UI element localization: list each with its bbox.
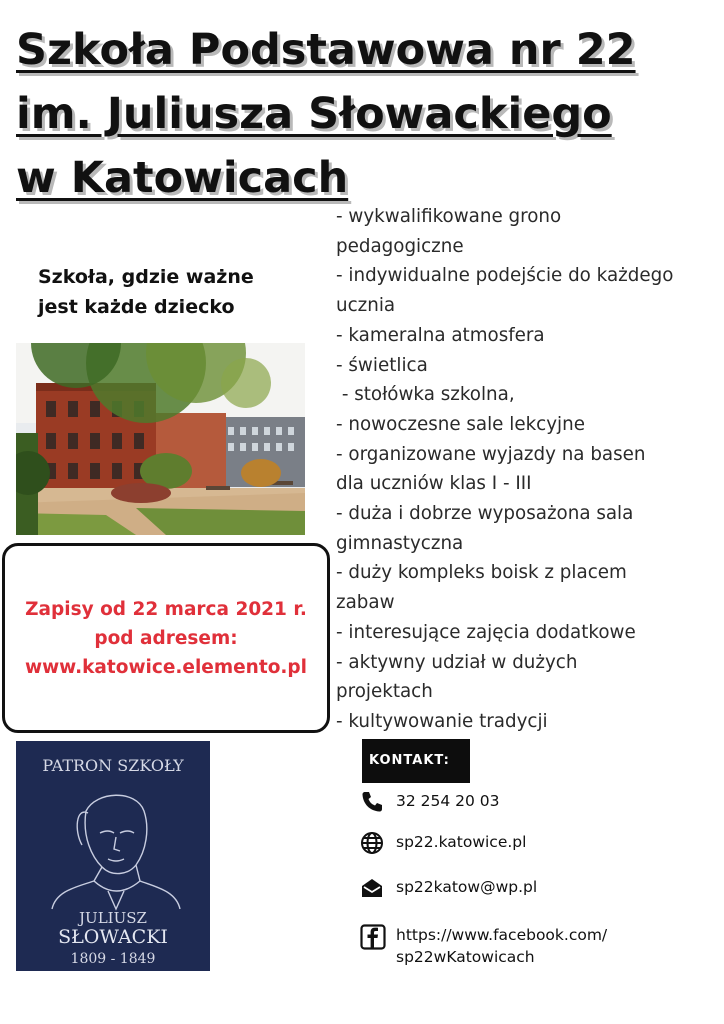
feature-line: - duży kompleks boisk z placem [336, 562, 627, 584]
facebook-url-line-2: sp22wKatowicach [396, 948, 535, 966]
globe-icon [360, 831, 384, 855]
facebook-url-line-1: https://www.facebook.com/ [396, 926, 608, 944]
feature-line: - aktywny udział w dużych [336, 651, 578, 673]
feature-line: - kameralna atmosfera [336, 324, 545, 346]
feature-line: ucznia [336, 295, 396, 317]
title-line-1: Szkoła Podstawowa nr 22 [16, 25, 636, 75]
feature-line: projektach [336, 681, 433, 703]
feature-line: gimnastyczna [336, 532, 464, 554]
feature-line: - indywidualne podejście do każdego [336, 265, 674, 287]
registration-url[interactable]: www.katowice.elemento.pl [24, 656, 308, 678]
feature-line: - stołówka szkolna, [336, 384, 515, 406]
school-features-list [336, 202, 716, 737]
feature-line: - wykwalifikowane grono [336, 206, 562, 227]
feature-line: - świetlica [336, 354, 428, 376]
school-building-image [16, 343, 305, 535]
feature-line: - duża i dobrze wyposażona sala [336, 503, 634, 525]
envelope-icon [360, 876, 384, 900]
phone-number: 32 254 20 03 [396, 792, 500, 810]
feature-line: dla uczniów klas I - III [336, 473, 532, 495]
contact-facebook[interactable] [360, 924, 607, 968]
school-building-photo [16, 343, 305, 535]
title-line-2: im. Juliusza Słowackiego [16, 89, 612, 139]
patron-plaque [16, 741, 210, 971]
feature-line: - kultywowanie tradycji [336, 710, 548, 732]
patron-years: 1809 - 1849 [70, 951, 156, 967]
registration-line-2: pod adresem: [94, 627, 238, 649]
feature-line: - nowoczesne sale lekcyjne [336, 413, 585, 435]
contact-website[interactable] [360, 831, 526, 855]
feature-line: zabaw [336, 592, 395, 614]
school-slogan [38, 262, 288, 322]
contact-phone[interactable] [360, 790, 500, 814]
contact-email[interactable] [360, 876, 537, 900]
email-address: sp22katow@wp.pl [396, 878, 538, 896]
facebook-icon [360, 924, 384, 948]
title-line-3: w Katowicach [16, 153, 349, 203]
patron-first-name: JULIUSZ [79, 909, 147, 927]
patron-heading: PATRON SZKOŁY [42, 756, 184, 775]
phone-icon [360, 790, 384, 814]
slogan-line-2: jest każde dziecko [38, 296, 235, 318]
feature-line: - organizowane wyjazdy na basen [336, 443, 646, 465]
patron-last-name: SŁOWACKI [58, 926, 168, 948]
feature-line: - interesujące zajęcia dodatkowe [336, 621, 636, 643]
registration-notice [2, 543, 330, 733]
page-title [16, 18, 716, 210]
feature-line: pedagogiczne [336, 235, 464, 257]
slogan-line-1: Szkoła, gdzie ważne [38, 266, 254, 288]
website-url: sp22.katowice.pl [396, 833, 527, 851]
contact-label: KONTAKT: [362, 739, 470, 783]
registration-line-1: Zapisy od 22 marca 2021 r. [25, 598, 307, 620]
patron-portrait [16, 741, 210, 971]
